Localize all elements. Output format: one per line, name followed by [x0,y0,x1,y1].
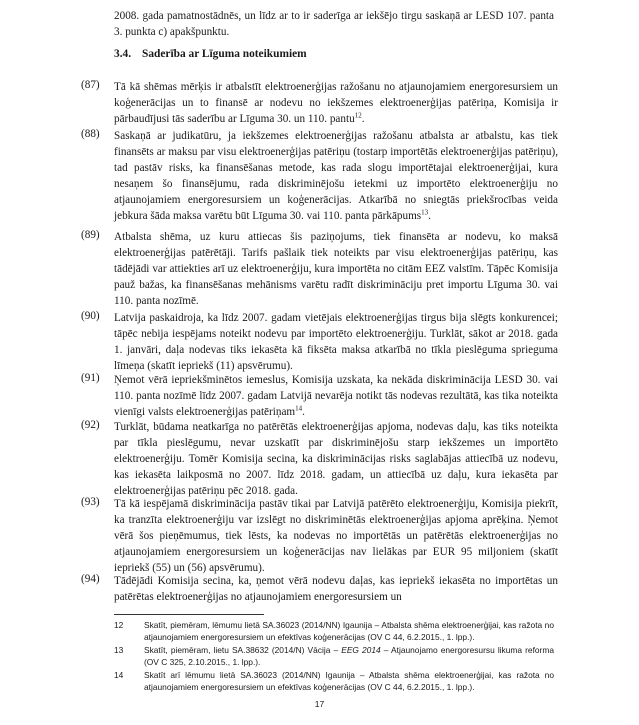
paragraph-number: (87) [81,79,100,91]
paragraph-number: (94) [81,573,100,585]
paragraph-text: Turklāt, būdama neatkarīga no patērētās elektroenerģijas apjoma, nodevas daļu, kas tiks noteikta par tīkla pieslēgumu, nevar uzskatīt par diskriminējošu starp iekšzemes un importēto elektroenerģiju. Tomēr Komisija secina, ka diskriminācijas risks saglabājas attiecībā uz nodevu, kas iekasēta laikposmā no 2007. līdz 2018. gadam, un attiecībā uz daļu, kura iekasēta par elektroenerģijas patēriņu pēc 2018. gada. [114,421,558,497]
paragraph-text: Ņemot vērā iepriekšminētos iemeslus, Komisija uzskata, ka nekāda diskriminācija LESD 30. vai 110. panta nozīmē līdz 2007. gadam Latvijā nevarēja notikt tās nodevas rezultātā, kas tika noteikta vienīgi valsts elektroenerģijas patēriņam$^{14}$. [114,374,558,418]
paragraph-number: (93) [81,496,100,508]
paragraph-text: Tādējādi Komisija secina, ka, ņemot vērā nodevu daļas, kas iepriekš iekasēta no importētas un patērētas elektroenerģijas no atjaunojamiem energoresursiem un [114,575,558,603]
paragraph-number: (90) [81,310,100,322]
paragraph-number: (92) [81,419,100,431]
intro-text: 2008. gada pamatnostādnēs, un līdz ar to ir saderīga ar iekšējo tirgu saskaņā ar LESD 107. panta 3. punkta c) apakšpunktu. [114,10,554,38]
page-number: 17 [314,699,325,709]
footnote-number: 13 [114,645,124,655]
section-heading [114,48,307,60]
paragraph-text: Saskaņā ar judikatūru, ja iekšzemes elektroenerģijas ražošanu atbalsta ar atbalstu, kas tiek finansēts ar maksu par visu elektroenerģijas patēriņu (tostarp importētās elektroenerģijas patēriņu), tad pastāv risks, ka finansēšanas metode, kas rada slogu importētajai elektroenerģijai, kura nesaņem šo finansējumu, rada diskriminējošu ietekmi uz importēto elektroenerģiju no atjaunojamiem energoresursiem un koģenerācijas. Atkarībā no sniegtās priekšrocības veida jebkura šāda maksa varētu būt Līguma 30. vai 110. panta pārkāpums$^{13}$. [114,130,558,222]
footnote-text: Skatīt, piemēram, lēmumu lietā SA.36023 (2014/NN) Igaunija – Atbalsta shēma elektroenerģijai, kas ražota no atjaunojamiem energoresursiem un efektīvas koģenerācijas (OV C 44, 6.2.2015., 1. lpp.). [144,620,554,642]
paragraph-text: Atbalsta shēma, uz kuru attiecas šis paziņojums, tiek finansēta ar nodevu, ko maksā elektroenerģijas patērētāji. Tarifs pašlaik tiek noteikts par visu elektroenerģijas patēriņu, kas tādējādi var attiekties arī uz elektroenerģiju, kura importēta no citām EEZ valstīm. Tāpēc Komisija pauž bažas, ka finansēšanas mehānisms varētu radīt diskrimināciju pret importu Līguma 30. vai 110. panta nozīmē. [114,231,558,307]
footnote-number: 14 [114,670,124,680]
paragraph-text: Tā kā iespējamā diskriminācija pastāv tikai par Latvijā patērēto elektroenerģiju, Komisija piekrīt, ka tranzīta elektroenerģiju var izslēgt no diskriminētās elektroenerģijas apjoma aprēķina. Ņemot vērā šos pieņēmumus, tiek lēsts, ka nodevas no importētās un patērētās elektroenerģijas no atjaunojamiem energoresursiem un koģenerācijas nav lielākas par EUR 95 miljoniem (skatīt iepriekš (55) un (56) apsvērumu). [114,498,558,574]
paragraph-text: Tā kā shēmas mērķis ir atbalstīt elektroenerģijas ražošanu no atjaunojamiem energoresursiem un koģenerācijas un to finansē ar nodevu no iekšzemes elektroenerģijas patēriņa, Komisija ir pārbaudījusi tās saderību ar Līguma 30. un 110. pantu$^{12}$. [114,81,558,125]
paragraph-number: (91) [81,372,100,384]
footnote-ref: 14 [295,404,303,413]
paragraph-text: Latvija paskaidroja, ka līdz 2007. gadam vietējais elektroenerģijas tirgus bija slēgts konkurencei; tāpēc nebija iespējams noteikt nodevu par importēto elektroenerģiju. Turklāt, sākot ar 2018. gada 1. janvāri, daļa nodevas tiks iekasēta kā fiksēta maksa atkarībā no tīkla pieslēguma sprieguma līmeņa (skatīt iepriekš (11) apsvērumu). [114,312,558,372]
footnote-text: Skatīt, piemēram, lietu SA.38632 (2014/N) Vācija – EEG 2014 – Atjaunojamo energoresursu likuma reforma (OV C 325, 2.10.2015., 1. lpp.). [144,645,554,667]
paragraph-number: (88) [81,128,100,140]
footnote-ref: 12 [354,111,362,120]
footnote-separator [114,614,264,615]
section-number: 3.4. [114,48,132,60]
paragraph-number: (89) [81,229,100,241]
footnote-number: 12 [114,620,124,630]
footnote-ref: 13 [421,208,429,217]
section-title: Saderība ar Līguma noteikumiem [142,48,307,60]
footnote-text: Skatīt arī lēmumu lietā SA.36023 (2014/NN) Igaunija – Atbalsta shēma elektroenerģijai, kas ražota no atjaunojamiem energoresursiem un efektīvas koģenerācijas (OV C 44, 6.2.2015., 1. lpp.). [144,670,554,692]
